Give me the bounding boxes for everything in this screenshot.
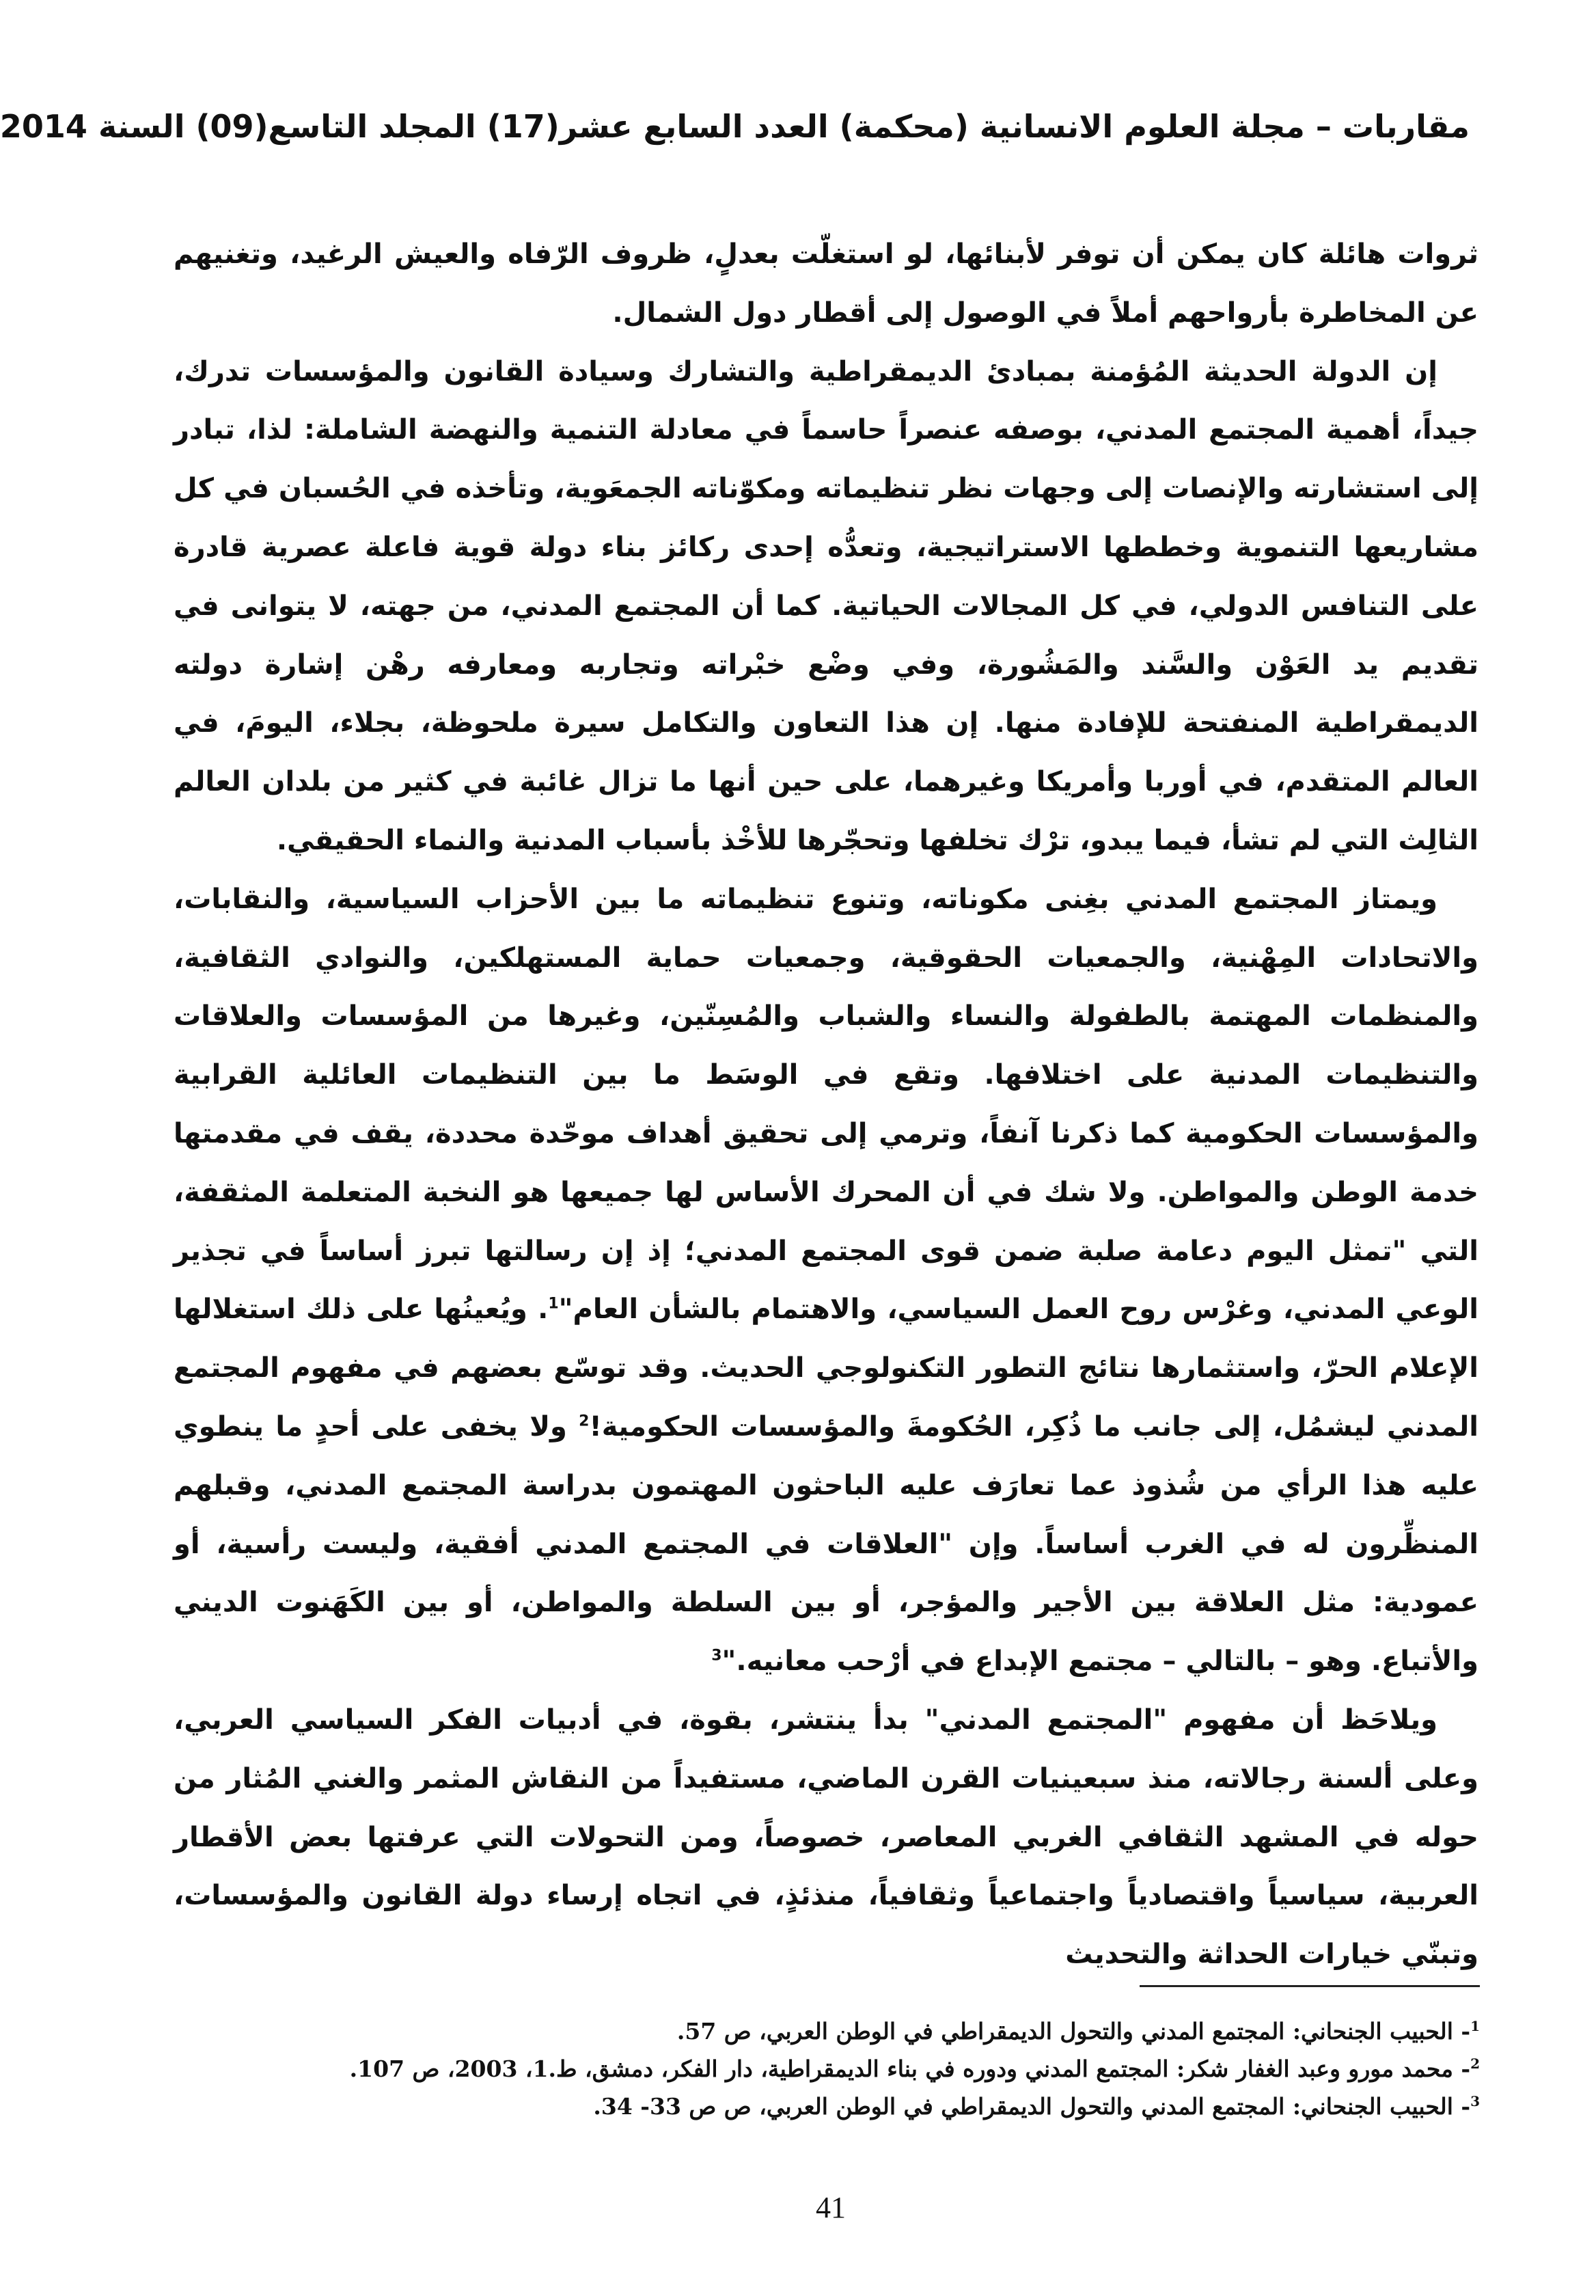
running-header <box>0 102 1470 150</box>
body-text <box>174 226 1478 1984</box>
footnotes <box>175 2012 1480 2125</box>
footnote-item <box>175 2088 1480 2125</box>
footnote-ref[interactable]: 1 <box>548 1296 559 1313</box>
footnote-item <box>175 2050 1480 2088</box>
journal-title: مقاربات – مجلة العلوم الانسانية (محكمة) العدد السابع عشر(17) المجلد التاسع(09) السنة 2014 <box>0 108 1470 145</box>
footnote-mark: 3 <box>1470 2093 1480 2109</box>
footnote-mark: 2 <box>1470 2055 1480 2072</box>
paragraph-text: . ويُعينُها على ذلك استغلالها الإعلام الحرّ، واستثمارها نتائج التطور التكنولوجي الحديث. وقد توسّع بعضهم في مفهوم المجتمع المدني ليشمُل، إلى جانب ما ذُكِر، الحُكومةَ والمؤسسات الحكومية! <box>174 1294 1478 1443</box>
footnote-ref[interactable]: 3 <box>711 1647 722 1665</box>
footnote-text: - الحبيب الجنحاني: المجتمع المدني والتحول الديمقراطي في الوطن العربي، ص 57. <box>676 2018 1471 2045</box>
paragraph-with-footnotes <box>174 871 1478 1691</box>
paragraph-text: ويمتاز المجتمع المدني بغِنى مكوناته، وتنوع تنظيماته ما بين الأحزاب السياسية، والنقابات، والاتحادات المِهْنية، والجمعيات الحقوقية، وجمعيات حماية المستهلكين، والنوادي الثقافية، والمنظمات المهتمة بالطفولة والنساء والشباب والمُسِنّين، وغيرها من المؤسسات والعلاقات والتنظيمات المدنية على اختلافها. وتقع في الوسَط ما بين التنظيمات العائلية القرابية والمؤسسات الحكومية كما ذكرنا آنفاً، وترمي إلى تحقيق أهداف موحّدة محددة، يقف في مقدمتها خدمة الوطن والمواطن. ولا شك في أن المحرك الأساس لها جميعها هو النخبة المتعلمة المثقفة، التي "تمثل اليوم دعامة صلبة ضمن قوى المجتمع المدني؛ إذ إن رسالتها تبرز أساساً في تجذير الوعي المدني، وغرْس روح العمل السياسي، والاهتمام بالشأن العام" <box>174 883 1479 1326</box>
page-number: 41 <box>816 2191 846 2224</box>
paragraph: إن الدولة الحديثة المُؤمنة بمبادئ الديمقراطية والتشارك وسيادة القانون والمؤسسات تدرك، جيداً، أهمية المجتمع المدني، بوصفه عنصراً حاسماً في معادلة التنمية والنهضة الشاملة: لذا، تبادر إلى استشارته والإنصات إلى وجهات نظر تنظيماته ومكوّناته الجمعَوية، وتأخذه في الحُسبان في كل مشاريعها التنموية وخططها الاستراتيجية، وتعدُّه إحدى ركائز بناء دولة قوية فاعلة عصرية قادرة على التنافس الدولي، في كل المجالات الحياتية. كما أن المجتمع المدني، من جهته، لا يتوانى في تقديم يد العَوْن والسَّند والمَشُورة، وفي وضْع خبْراته وتجاربه ومعارفه رهْن إشارة دولته الديمقراطية المنفتحة للإفادة منها. إن هذا التعاون والتكامل سيرة ملحوظة، بجلاء، اليومَ، في العالم المتقدم، في أوربا وأمريكا وغيرهما، على حين أنها ما تزال غائبة في كثير من بلدان العالم الثالِث التي لم تشأ، فيما يبدو، ترْك تخلفها وتحجّرها للأخْذ بأسباب المدنية والنماء الحقيقي. <box>174 355 1478 856</box>
footnote-mark: 1 <box>1470 2018 1480 2034</box>
footnote-item <box>175 2012 1480 2050</box>
footnote-text: - محمد مورو وعبد الغفار شكر: المجتمع المدني ودوره في بناء الديمقراطية، دار الفكر، دمشق، ط.1، 2003، ص 107. <box>349 2055 1471 2082</box>
footnote-separator <box>1140 1985 1480 1987</box>
footnote-ref[interactable]: 2 <box>579 1412 590 1430</box>
paragraph: ثروات هائلة كان يمكن أن توفر لأبنائها، لو استغلّت بعدلٍ، ظروف الرّفاه والعيش الرغيد، وتغنيهم عن المخاطرة بأرواحهم أملاً في الوصول إلى أقطار دول الشمال. <box>174 238 1478 329</box>
paragraph-text: ولا يخفى على أحدٍ ما ينطوي عليه هذا الرأي من شُذوذ عما تعارَف عليه الباحثون المهتمون بدراسة المجتمع المدني، وقبلهم المنظِّرون له في الغرب أساساً. وإن "العلاقات في المجتمع المدني أفقية، وليست رأسية، أو عمودية: مثل العلاقة بين الأجير والمؤجر، أو بين السلطة والمواطن، أو بين الكَهَنوت الديني والأتباع. وهو – بالتالي – مجتمع الإبداع في أرْحب معانيه." <box>174 1410 1478 1678</box>
paragraph: ويلاحَظ أن مفهوم "المجتمع المدني" بدأ ينتشر، بقوة، في أدبيات الفكر السياسي العربي، وعلى ألسنة رجالاته، منذ سبعينيات القرن الماضي، مستفيداً من النقاش المثمر والغني المُثار من حوله في المشهد الثقافي الغربي المعاصر، خصوصاً، ومن التحولات التي عرفتها بعض الأقطار العربية، سياسياً واقتصادياً واجتماعياً وثقافياً، منذئذٍ، في اتجاه إرساء دولة القانون والمؤسسات، وتبنّي خيارات الحداثة والتحديث <box>174 1704 1478 1971</box>
footnote-text: - الحبيب الجنحاني: المجتمع المدني والتحول الديمقراطي في الوطن العربي، ص ص 33- 34. <box>593 2093 1471 2120</box>
